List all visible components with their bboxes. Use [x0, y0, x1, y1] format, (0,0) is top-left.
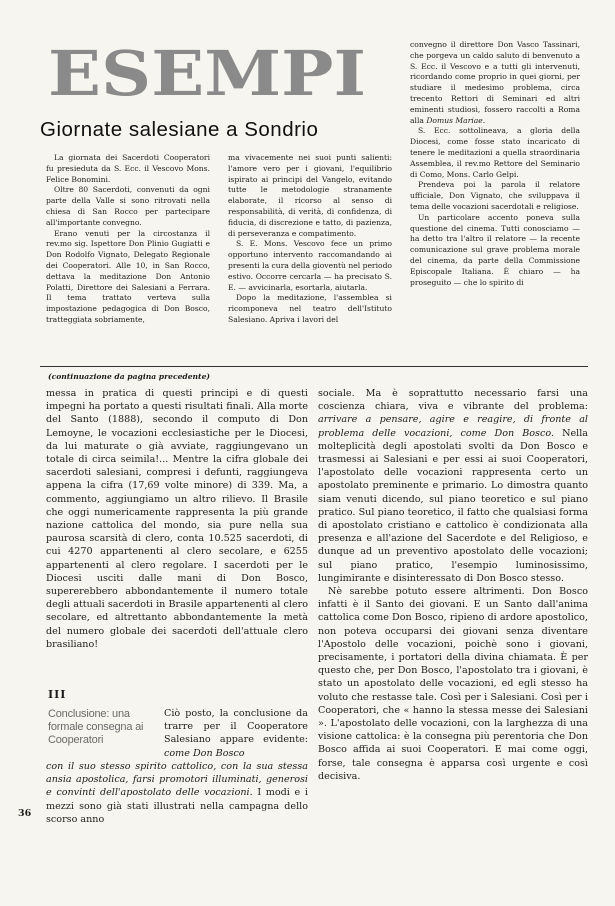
main-paragraph: Nè sarebbe potuto essere altrimenti. Don Bosco infatti è il Santo dei giovani. E un Santo dall'anima cattolica come Don Bosco, ripieno di ardore apostolico, non poteva occuparsi dei giovani senza diventare l'Apostolo delle vocazioni, poichè sono i giovani, precisamente, i portatori della divina chiamata. È per questo che, per Don Bosco, l'apostolato tra i giovani, è stato un apostolato delle vocazioni, ed egli stesso ha voluto che restasse tale. Così per i Salesiani. Così per i Cooperatori, che « hanno la stessa messe dei Salesiani ». L'apostolato delle vocazioni, con la larghezza di una visione cattolica: è la consegna più perentoria che Don Bosco affida ai suoi Cooperatori. E mai come oggi, forse, tale consegna è apparsa così urgente e così decisiva. [318, 586, 588, 782]
section-text: . I modi e i mezzi sono già stati illustrati nella campagna dello scorso anno [46, 787, 308, 825]
article-paragraph: Oltre 80 Sacerdoti, convenuti da ogni parte della Valle si sono ritrovati nella chiesa di San Rocco per partecipare all'importante convegno. [46, 185, 210, 227]
banner-text: ESEMPI [48, 40, 366, 102]
section-number: III [48, 688, 67, 701]
section-intro [164, 707, 308, 760]
main-column-left [46, 387, 308, 651]
section-text: Ciò posto, la conclusione da trarre per il Cooperatore Salesiano appare evidente: [164, 708, 308, 746]
main-paragraph: messa in pratica di questi principi e di questi impegni ha portato a questi risultati finali. Alla morte del Santo (1888), secondo il computo di Don Lemoyne, le vocazioni ecclesiastiche per le Diocesi, da lui maturate o già avviate, raggiungevano un totale di circa seimila!... Mentre la cifra globale dei sacerdoti salesiani, compresi i defunti, raggiungeva appena la cifra (17,69 volte minore) di 339. Ma, a commento, aggiungiamo un altro rilievo. Il Brasile che oggi numericamente rappresenta la più grande nazione cattolica del mondo, sia pure nella sua paurosa scarsità di clero, conta 10.525 sacerdoti, di cui 4270 appartenenti al clero secolare, e 6255 appartenenti al clero regolare. I sacerdoti per le Diocesi usciti dalle mani di Don Bosco, supererebbero abbondantemente il numero totale degli attuali sacerdoti in Brasile appartenenti al clero secolare, ed altrettanto abbondantemente la metà del numero globale dei sacerdoti dell'attuale clero brasiliano! [46, 388, 308, 650]
main-italic: arrivare a pensare, agire e reagire, di fronte al problema delle vocazioni, come Don Bosco. [318, 414, 588, 439]
section-banner-esempi [44, 40, 370, 102]
main-text: Nella molteplicità degli apostolati svolti da Don Bosco e trasmessi ai Salesiani e per essi ai suoi Cooperatori, l'apostolato delle vocazioni rappresenta certo un apostolato preminente e primario. Lo dimostra quanto siam venuti dicendo, sul piano teoretico e sul piano pratico. Sul piano teoretico, il fatto che qualsiasi forma di apostolato cristiano e cattolico è condizionata alla presenza e all'azione del Sacerdote e del Religioso, e dunque ad un preventivo apostolato delle vocazioni; sul piano pratico, l'esempio luminosissimo, lungimirante e disinteressato di Don Bosco stesso. [318, 427, 588, 584]
article-paragraph: ma vivacemente nei suoi punti salienti: l'amore vero per i giovani, l'equilibrio ispirato ai principi del Vangelo, evitando tutte le metodologie stranamente elaborate, il ricorso al senso di responsabilità, di verità, di confidenza, di fiducia, di discrezione e tatto, di pazienza, di perseveranza e compatimento. [228, 153, 392, 238]
article-column-3 [410, 40, 580, 288]
section-continuation [46, 760, 308, 826]
article-paragraph: La giornata dei Sacerdoti Cooperatori fu presieduta da S. Ecc. il Vescovo Mons. Felice Bonomini. [46, 153, 210, 184]
horizontal-divider [40, 366, 588, 367]
article-paragraph: S. Ecc. sottolineava, a gloria della Diocesi, come fosse stato incaricato di tenere le meditazioni a quella straordinaria Assemblea, il rev.mo Rettore del Seminario di Como, Mons. Carlo Gelpi. [410, 126, 580, 179]
article-column-2 [228, 153, 392, 326]
article-paragraph: S. E. Mons. Vescovo fece un primo opportuno intervento raccomandando ai presenti la cura della gioventù nel periodo estivo. Occorre cercarla — ha precisato S. E. — avvicinarla, esortarla, aiutarla. [228, 239, 392, 292]
main-text: sociale. Ma è soprattutto necessario farsi una coscienza chiara, viva e vibrante del problema: [318, 388, 588, 413]
main-column-right [318, 387, 588, 783]
article-text: convegno il direttore Don Vasco Tassinari, che porgeva un caldo saluto di benvenuto a S. Ecc. il Vescovo e a tutti gli intervenuti, ricordando come proprio in quei giorni, per studiare il medesimo problema, circa trecento Rettori di Seminari ed altri eminenti studiosi, fossero raccolti a Roma alla [410, 40, 580, 125]
article-column-1 [46, 153, 210, 326]
page-number: 36 [18, 808, 32, 819]
section-italic: con il suo stesso spirito cattolico, con la sua stessa ansia apostolica, farsi promotori illuminati, generosi e convinti dell'apostolato delle vocazioni [46, 761, 308, 799]
sidebar-heading: Conclusione: una formale consegna ai Cooperatori [48, 708, 144, 746]
section-italic: come Don Bosco [164, 747, 245, 759]
article-headline: Giornate salesiane a Sondrio [40, 118, 319, 141]
article-italic: Domus Mariae. [426, 115, 486, 125]
article-paragraph: Erano venuti per la circostanza il rev.mo sig. Ispettore Don Plinio Gugiatti e Don Rodolfo Vignato, Delegato Regionale dei Cooperatori. Alle 10, in San Rocco, dettava la meditazione Don Antonio Polatti, Direttore dei Salesiani a Ferrara. Il tema trattato verteva sulla impostazione pedagogica di Don Bosco, tratteggiata sobriamente, [46, 228, 210, 324]
article-paragraph: Prendeva poi la parola il relatore ufficiale, Don Vignato, che sviluppava il tema delle vocazioni sacerdotali e religiose. [410, 180, 580, 211]
article-paragraph [410, 40, 580, 126]
article-paragraph: Dopo la meditazione, l'assemblea si ricomponeva nel teatro dell'Istituto Salesiano. Apriva i lavori del [228, 293, 392, 324]
article-paragraph: Un particolare accento poneva sulla questione del cinema. Tutti conosciamo — ha detto tra l'altro il relatore — la recente comunicazione sul grave problema morale del cinema, da parte della Commissione Episcopale Italiana. È chiaro — ha proseguito — che lo spirito di [410, 212, 580, 287]
continuation-note: (continuazione da pagina precedente) [48, 372, 210, 381]
